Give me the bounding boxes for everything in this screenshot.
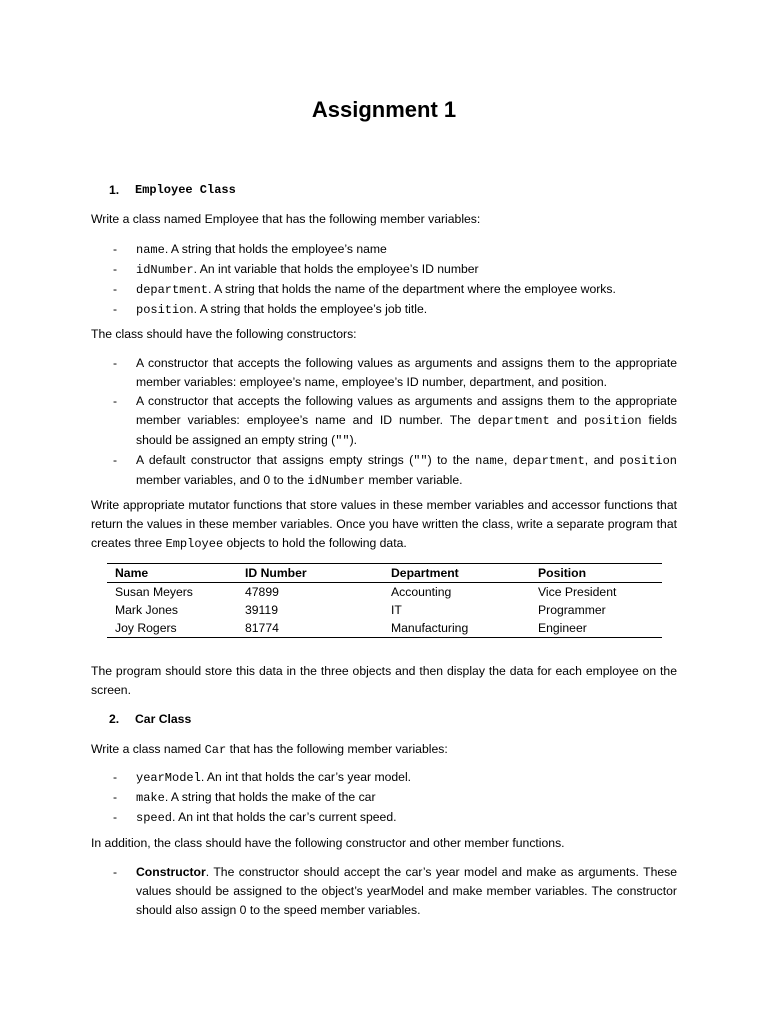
table-row [107,619,662,638]
table-cell: Mark Jones [115,603,178,617]
section-1-title: Employee Class [135,183,236,197]
column-header: ID Number [245,566,307,580]
list-item: - name. A string that holds the employee’s name [91,240,677,260]
list-item: - A constructor that accepts the following values as arguments and assigns them to the appropriate member variables: employee’s name, employee’s ID number, department, and position. [91,354,677,392]
list-item: - idNumber. An int variable that holds the employee’s ID number [91,260,677,280]
table-cell: 39119 [245,603,278,617]
list-item: - department. A string that holds the name of the department where the employee works. [91,280,677,300]
list-item: - A constructor that accepts the following values as arguments and assigns them to the appropriate member variables: employee’s name and ID number. The department and position fields should be assigned an empty string (""). [91,392,677,451]
column-header: Name [115,566,149,580]
list-item: - Constructor. The constructor should accept the car’s year model and make as arguments. These values should be assigned to the object’s yearModel and make member variables. The constructor should also assign 0 to the speed member variables. [91,863,677,920]
table-cell: Susan Meyers [115,585,193,599]
closing-paragraph: The program should store this data in the three objects and then display the data for each employee on the screen. [91,664,677,697]
table-header-row [107,564,662,583]
constructor-list [91,354,677,491]
column-header: Department [391,566,459,580]
section-2-number: 2. [109,712,120,726]
table-cell: Accounting [391,585,452,599]
table-cell: Joy Rogers [115,621,177,635]
section-1-number: 1. [109,183,120,197]
table-cell: Vice President [538,585,617,599]
column-header: Position [538,566,587,580]
list-item: - A default constructor that assigns empty strings ("") to the name, department, and position member variables, and 0 to the idNumber member variable. [91,451,677,491]
table-cell: Manufacturing [391,621,469,635]
list-item: - speed. An int that holds the car’s current speed. [91,808,677,828]
page-title: Assignment 1 [311,97,457,122]
table-row [107,601,662,619]
car-function-list [91,863,677,920]
mutator-paragraph: Write appropriate mutator functions that store values in these member variables and accessor functions that return the values in these member variables. Once you have written the class, write a separate program that creates three Employee objects to hold the following data. [91,498,677,551]
car-member-list [91,768,677,828]
employee-table [107,563,662,638]
table-cell: 47899 [245,585,279,599]
section-2-intro: Write a class named Car that has the following member variables: [91,742,448,757]
list-item: - position. A string that holds the employee’s job title. [91,300,677,320]
section-2-heading [91,710,677,729]
table-cell: Engineer [538,621,587,635]
table-row [107,583,662,602]
car-extra-intro: In addition, the class should have the following constructor and other member functions. [91,836,565,850]
table-cell: IT [391,603,402,617]
employee-member-list [91,240,677,320]
table-cell: Programmer [538,603,606,617]
section-2-title: Car Class [135,712,192,726]
employee-table-wrap [91,563,677,638]
section-1-heading [91,181,677,200]
section-1-intro: Write a class named Employee that has the following member variables: [91,212,481,226]
constructors-intro: The class should have the following constructors: [91,327,357,341]
table-cell: 81774 [245,621,279,635]
list-item: - make. A string that holds the make of the car [91,788,677,808]
list-item: - yearModel. An int that holds the car’s year model. [91,768,677,788]
